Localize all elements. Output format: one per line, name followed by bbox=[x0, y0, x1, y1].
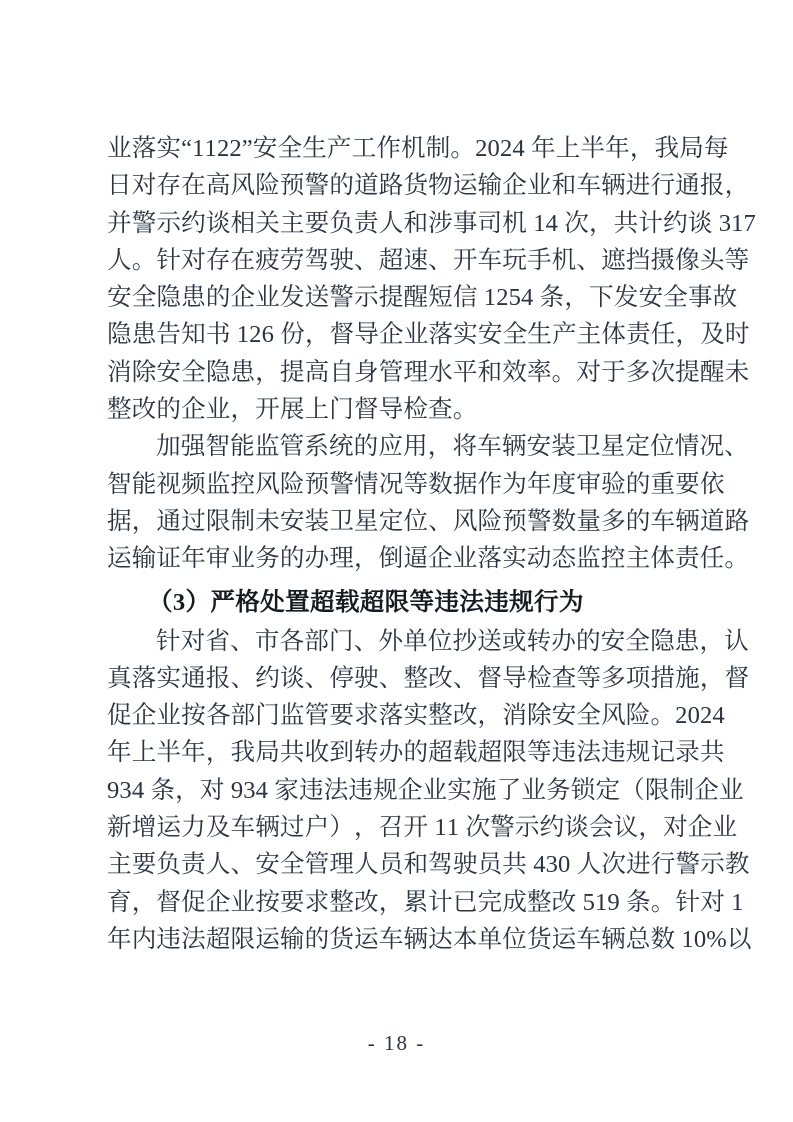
text-line: 安 全 隐 患 的 企 业 发 送 警 示 提 醒 短 信 1 2 5 4 条 ， 下 发 安 全 事 故 bbox=[107, 284, 738, 312]
text-line: 日 对 存 在 高 风 险 预 警 的 道 路 货 物 运 输 企 业 和 车 辆 进 行 通 报 ， bbox=[107, 172, 750, 200]
text-line: 并 警 示 约 谈 相 关 主 要 负 责 人 和 涉 事 司 机 1 4 次 ， 共 计 约 谈 3 1 7 bbox=[107, 209, 756, 237]
text-line: 真 落 实 通 报 、 约 谈 、 停 驶 、 整 改 、 督 导 检 查 等 多 项 措 施 ， 督 bbox=[107, 664, 750, 692]
text-line: 智 能 视 频 监 控 风 险 预 警 情 况 等 数 据 作 为 年 度 审 验 的 重 要 依 bbox=[107, 470, 725, 498]
text-line: 针 对 省 、 市 各 部 门 、 外 单 位 抄 送 或 转 办 的 安 全 隐 患 ， 认 bbox=[156, 627, 749, 655]
section-heading-3: （3）严格处置超载超限等违法违规行为 bbox=[148, 588, 584, 616]
page-footer: - 18 - bbox=[367, 1031, 426, 1055]
text-line: 年 上 半 年 ， 我 局 共 收 到 转 办 的 超 载 超 限 等 违 法 违 规 记 录 共 bbox=[107, 739, 725, 767]
text-line: 加 强 智 能 监 管 系 统 的 应 用 ， 将 车 辆 安 装 卫 星 定 位 情 况 、 bbox=[156, 433, 749, 461]
text-line: 主 要 负 责 人 、 安 全 管 理 人 员 和 驾 驶 员 共 4 3 0 人 次 进 行 警 示 教 bbox=[107, 851, 750, 879]
document-text-body bbox=[107, 130, 756, 958]
paragraph-2 bbox=[107, 428, 750, 577]
text-line: 9 3 4 条 ， 对 9 3 4 家 违 法 违 规 企 业 实 施 了 业 务 锁 定 （ 限 制 企 业 bbox=[107, 776, 744, 804]
text-line: 消 除 安 全 隐 患 ， 提 高 自 身 管 理 水 平 和 效 率 。 对 于 多 次 提 醒 未 bbox=[107, 358, 750, 386]
text-line: 年 内 违 法 超 限 运 输 的 货 运 车 辆 达 本 单 位 货 运 车 辆 总 数 1 0 % 以 bbox=[107, 925, 752, 953]
paragraph-3 bbox=[107, 623, 752, 959]
text-line: 隐 患 告 知 书 1 2 6 份 ， 督 导 企 业 落 实 安 全 生 产 主 体 责 任 ， 及 时 bbox=[107, 321, 750, 349]
text-line: 运输证年审业务的办理，倒逼企业落实动态监控主体责任。 bbox=[107, 545, 750, 573]
text-line: 新 增 运 力 及 车 辆 过 户 ） ， 召 开 1 1 次 警 示 约 谈 会 议 ， 对 企 业 bbox=[107, 814, 738, 842]
text-line: 促 企 业 按 各 部 门 监 管 要 求 落 实 整 改 ， 消 除 安 全 风 险 。 2 0 2 4 bbox=[107, 702, 725, 730]
text-line: 育 ， 督 促 企 业 按 要 求 整 改 ， 累 计 已 完 成 整 改 5 1 9 条 。 针 对 1 bbox=[107, 888, 744, 916]
text-line: 据 ， 通 过 限 制 未 安 装 卫 星 定 位 、 风 险 预 警 数 量 多 的 车 辆 道 路 bbox=[107, 507, 750, 535]
text-line: 人 。 针 对 存 在 疲 劳 驾 驶 、 超 速 、 开 车 玩 手 机 、 遮 挡 摄 像 头 等 bbox=[107, 246, 750, 274]
text-line: 业 落 实 “ 1 1 2 2 ” 安 全 生 产 工 作 机 制 。 2 0 2 4 年 上 半 年 ， 我 局 每 bbox=[107, 135, 729, 162]
paragraph-1 bbox=[107, 130, 756, 428]
text-line: 整改的企业，开展上门督导检查。 bbox=[107, 396, 478, 424]
